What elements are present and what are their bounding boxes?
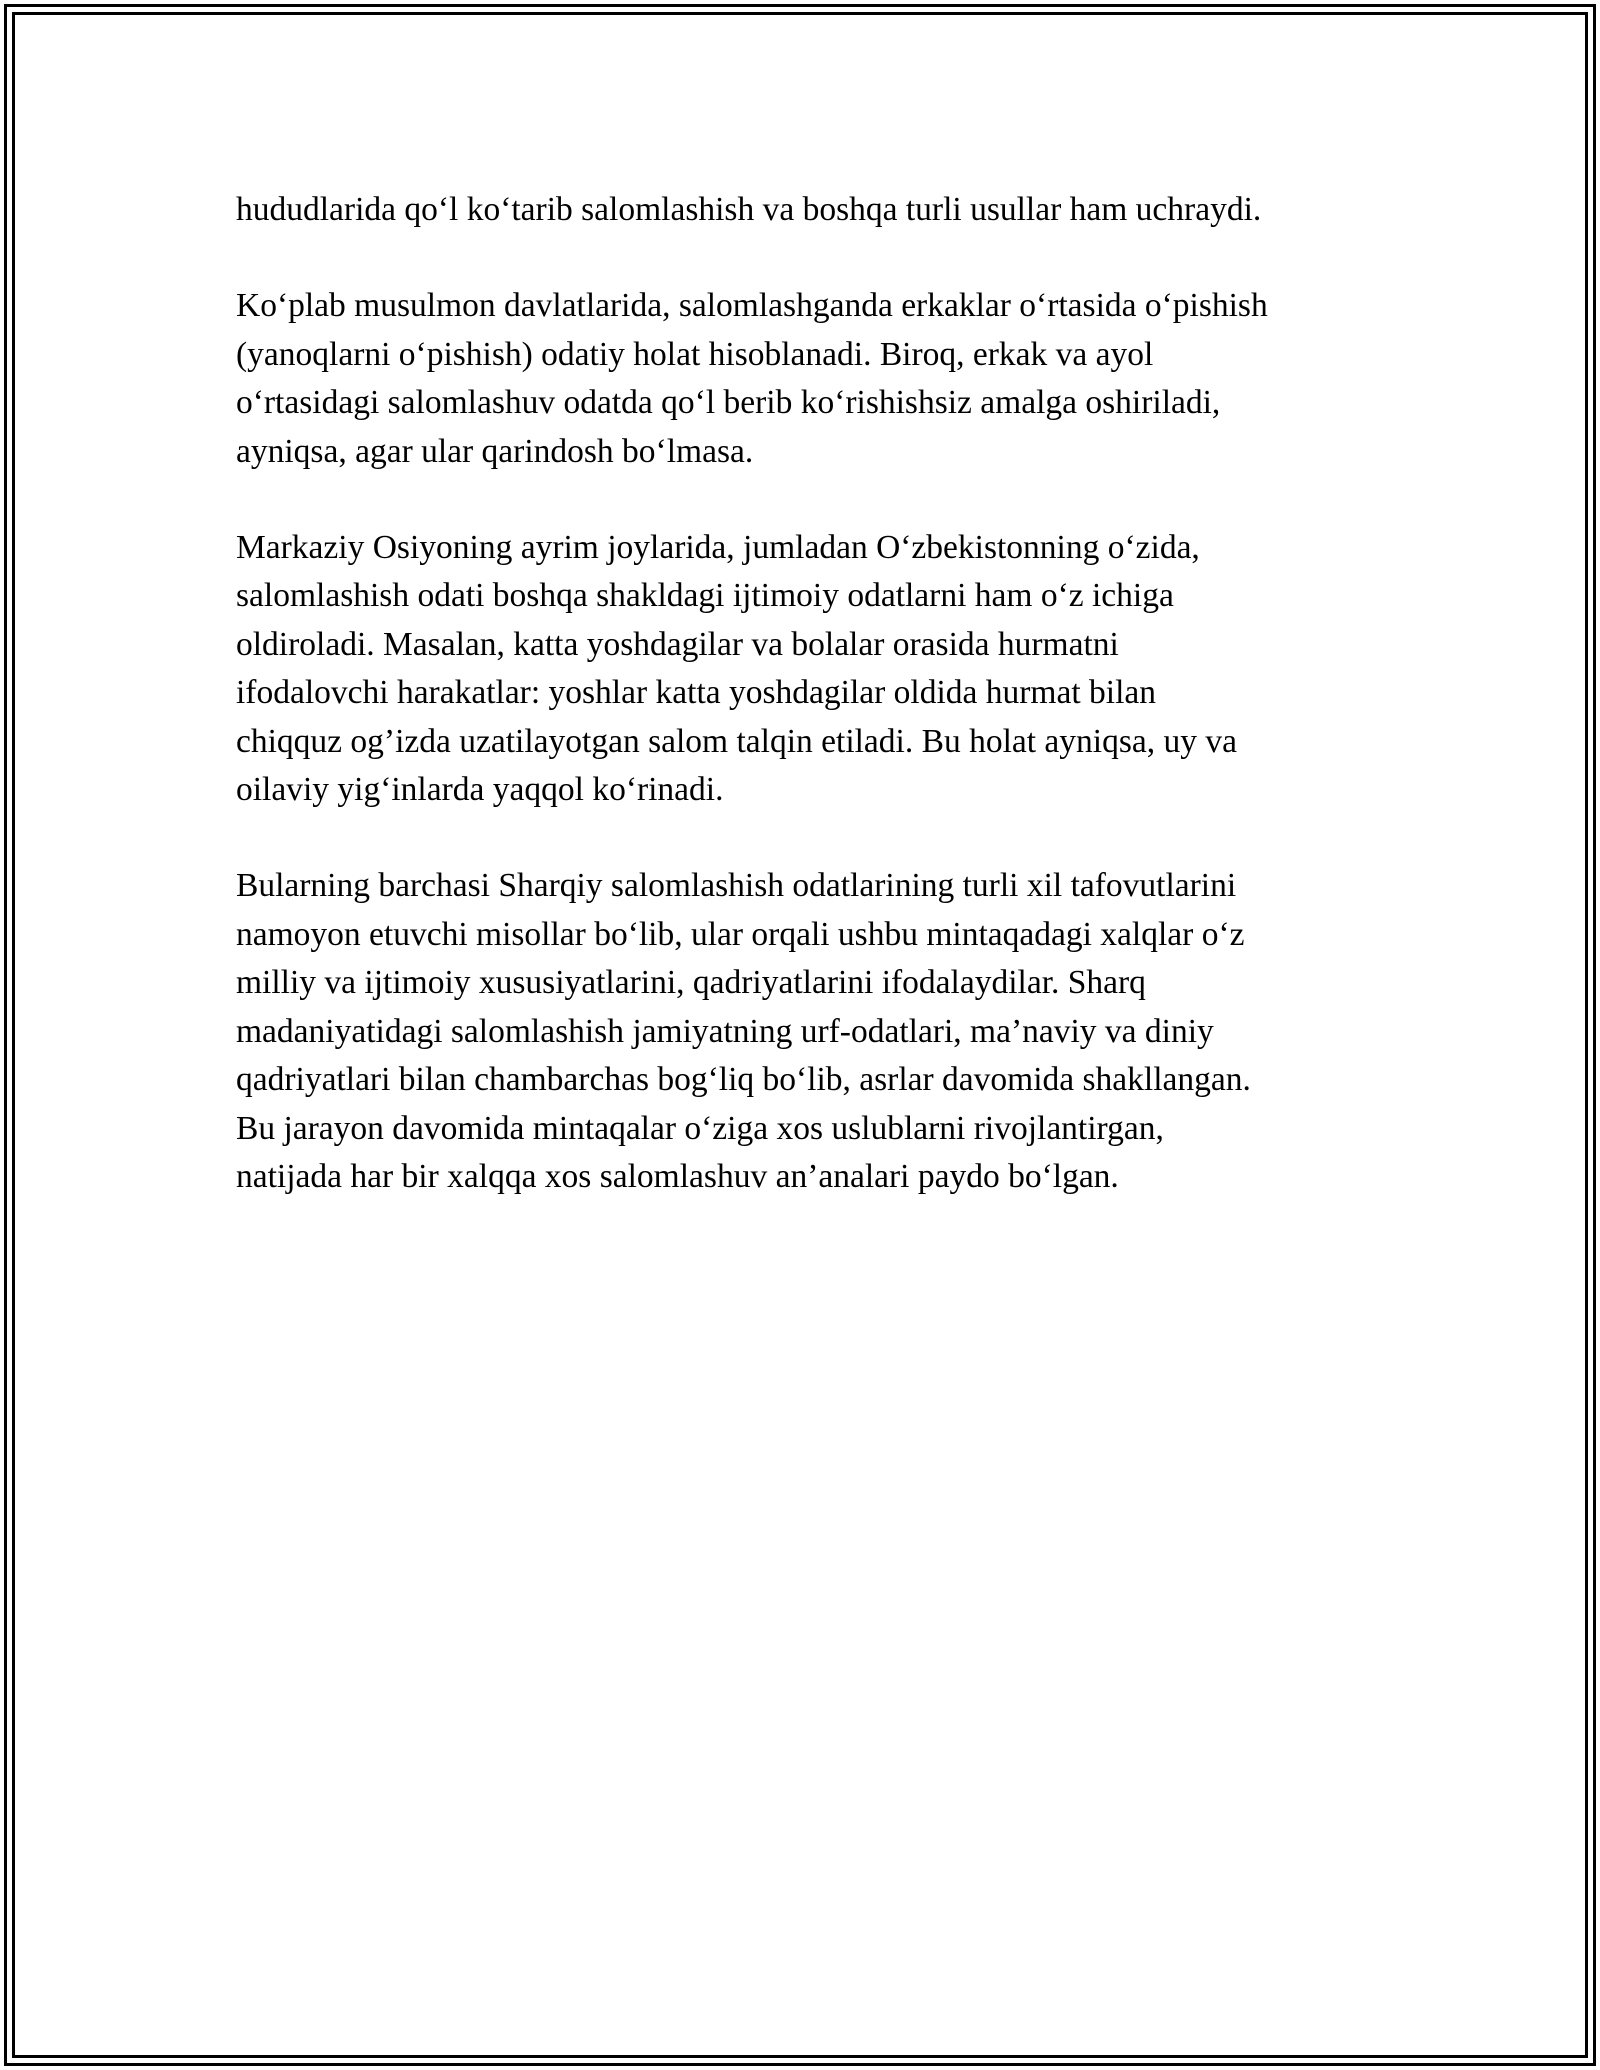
paragraph-4: Bularning barchasi Sharqiy salomlashish odatlarining turli xil tafovutlarini namoyon etuvchi misollar bo‘lib, ular orqali ushbu mintaqadagi xalqlar o‘z milliy va ijtimoiy xususiyatlarini, qadriyatlarini ifodalaydilar. Sharq madaniyatidagi salomlashish jamiyatning urf-odatlari, ma’naviy va diniy qadriyatlari bilan chambarchas bog‘liq bo‘lib, asrlar davomida shakllangan. Bu jarayon davomida mintaqalar o‘ziga xos uslublarni rivojlantirgan, natijada har bir xalqqa xos salomlashuv an’analari paydo bo‘lgan.	[236, 867, 1251, 1195]
paragraph-3: Markaziy Osiyoning ayrim joylarida, jumladan O‘zbekistonning o‘zida, salomlashish odati boshqa shakldagi ijtimoiy odatlarni ham o‘z ichiga oldiroladi. Masalan, katta yoshdagilar va bolalar orasida hurmatni ifodalovchi harakatlar: yoshlar katta yoshdagilar oldida hurmat bilan chiqquz og’izda uzatilayotgan salom talqin etiladi. Bu holat ayniqsa, uy va oilaviy yig‘inlarda yaqqol ko‘rinadi.	[236, 529, 1238, 809]
document-body	[236, 186, 1376, 1249]
paragraph-2: Ko‘plab musulmon davlatlarida, salomlashganda erkaklar o‘rtasida o‘pishish (yanoqlarni o‘pishish) odatiy holat hisoblanadi. Biroq, erkak va ayol o‘rtasidagi salomlashuv odatda qo‘l berib ko‘rishishsiz amalga oshiriladi, ayniqsa, agar ular qarindosh bo‘lmasa.	[236, 287, 1268, 470]
paragraph-1: hududlarida qo‘l ko‘tarib salomlashish va boshqa turli usullar ham uchraydi.	[236, 191, 1262, 228]
